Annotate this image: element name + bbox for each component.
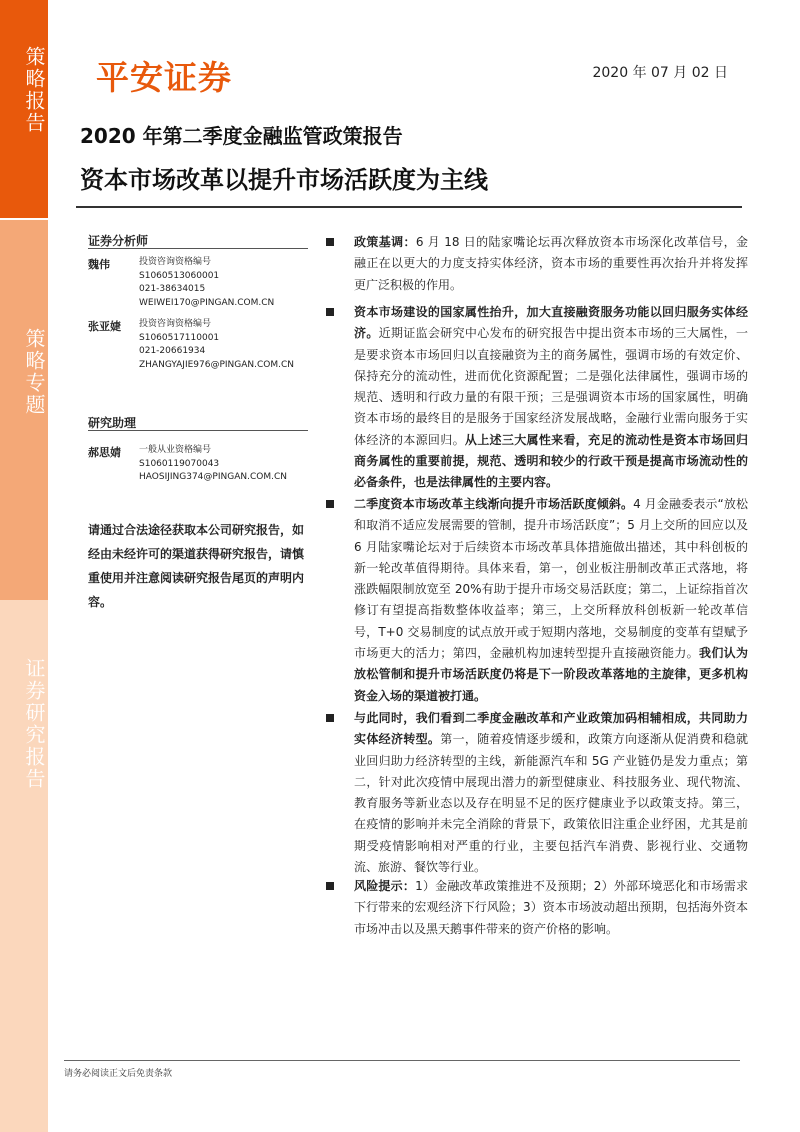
bullet-text — [354, 708, 748, 878]
bullet-body: 第一，随着疫情逐步缓和，政策方向逐渐从促消费和稳就业回归助力经济转型的主线，新能源汽车和 5G 产业链仍是发力重点；第二，针对此次疫情中展现出潜力的新型健康业、科技服务业、现代物流、教育服务等新业态以及存在明显不足的医疗健康业予以政策支持。第三，在疫情的影响并未完全消除的背景下，政策依旧注重企业纾困，尤其是前期受疫情影响相对严重的行业，主要包括汽车消费、影视行业、交通物流、旅游、餐饮等行业。 — [354, 732, 748, 875]
footer-disclaimer: 请务必阅读正文后免责条款 — [64, 1069, 173, 1079]
analyst-name: 张亚婕 — [88, 320, 121, 333]
assistant-heading: 研究助理 — [88, 416, 137, 430]
bullet-body: 4 月金融委表示“放松和取消不适应发展需要的管制，提升市场活跃度”；5 月上交所的回应以及 6 月陆家嘴论坛对于后续资本市场改革具体措施做出描述，其中科创板的新一轮改革值得期待。具体来看，第一，创业板注册制改革正式落地，将涨跌幅限制放宽至 20%有助于提升市场交易活跃度；第二，上证综指首次修订有望提高指数整体收益率；第三，上交所释放科创板新一轮改革信号，T+0 交易制度的试点放开或于短期内落地，交易制度的变革有望赋予市场更大的活力；第四，金融机构加速转型提升直接融资能力。 — [354, 497, 748, 661]
assistant-name: 郝思婧 — [88, 446, 121, 459]
bullet-body: 近期证监会研究中心发布的研究报告中提出资本市场的三大属性，一是要求资本市场回归以直接融资为主的商务属性，强调市场的有效定价、保持充分的流动性，进而优化资源配置；二是强化法律属性，强调市场的规范、透明和行政力量的有限干预；三是强调资本市场的国家属性，明确资本市场的最终目的是服务于国家经济发展战略，金融行业需向服务于实体经济的本源回归。 — [354, 326, 748, 447]
bullet-body: 1）金融改革政策推进不及预期；2）外部环境恶化和市场需求下行带来的宏观经济下行风险；3）资本市场波动超出预期，包括海外资本市场冲击以及黑天鹅事件带来的资产价格的影响。 — [354, 879, 748, 936]
analysts-heading: 证券分析师 — [88, 234, 149, 248]
square-bullet-icon — [326, 238, 334, 246]
analyst-info: 投资咨询资格编号 S1060517110001 021-20661934 ZHANGYAJIE976@PINGAN.COM.CN — [139, 319, 295, 370]
side-label-topic: 策略专题 — [22, 328, 46, 416]
side-label-research: 证券研究报告 — [22, 658, 46, 790]
bullet-lead: 与此同时，我们看到二季度金融改革和产业政策加码相辅相成，共同助力实体经济转型。 — [354, 711, 748, 747]
bullet-text — [354, 302, 748, 494]
report-subtitle: 资本市场改革以提升市场活跃度为主线 — [80, 166, 488, 194]
bullet-text — [354, 232, 748, 296]
bullet-lead: 资本市场建设的国家属性抬升，加大直接融资服务功能以回归服务实体经济。 — [354, 305, 748, 341]
pingan-securities-logo: 平安证券 — [96, 58, 232, 97]
bullet-conclusion: 我们认为放松管制和提升市场活跃度仍将是下一阶段改革落地的主旋律，更多机构资金入场的渠道被打通。 — [354, 646, 748, 703]
square-bullet-icon — [326, 500, 334, 508]
analysts-heading-rule — [88, 248, 308, 249]
bullet-body: 6 月 18 日的陆家嘴论坛再次释放资本市场深化改革信号，金融正在以更大的力度支持实体经济，资本市场的重要性再次抬升并将发挥更广泛积极的作用。 — [354, 235, 748, 292]
analyst-name: 魏伟 — [88, 258, 110, 271]
square-bullet-icon — [326, 882, 334, 890]
disclaimer-notice: 请通过合法途径获取本公司研究报告，如经由未经许可的渠道获得研究报告，请慎重使用并注意阅读研究报告尾页的声明内容。 — [88, 523, 305, 609]
report-title: 2020 年第二季度金融监管政策报告 — [80, 124, 403, 148]
footer-rule — [64, 1060, 740, 1061]
bullet-text — [354, 494, 748, 707]
assistant-heading-rule — [88, 430, 308, 431]
side-label-report-type: 策略报告 — [22, 46, 46, 134]
bullet-lead: 政策基调： — [354, 235, 416, 249]
side-band — [0, 0, 48, 1132]
bullet-lead: 二季度资本市场改革主线渐向提升市场活跃度倾斜。 — [354, 497, 634, 511]
bullet-lead: 风险提示： — [354, 879, 416, 893]
square-bullet-icon — [326, 308, 334, 316]
report-date: 2020 年 07 月 02 日 — [592, 65, 728, 81]
bullet-text — [354, 876, 748, 940]
square-bullet-icon — [326, 714, 334, 722]
assistant-info: 一般从业资格编号 S1060119070043 HAOSIJING374@PINGAN.COM.CN — [139, 445, 287, 482]
title-divider — [76, 206, 742, 208]
analyst-info: 投资咨询资格编号 S1060513060001 021-38634015 WEIWEI170@PINGAN.COM.CN — [139, 257, 275, 308]
bullet-conclusion: 从上述三大属性来看，充足的流动性是资本市场回归商务属性的重要前提，规范、透明和较少的行政干预是提高市场流动性的必备条件，也是法律属性的主要内容。 — [354, 432, 748, 490]
